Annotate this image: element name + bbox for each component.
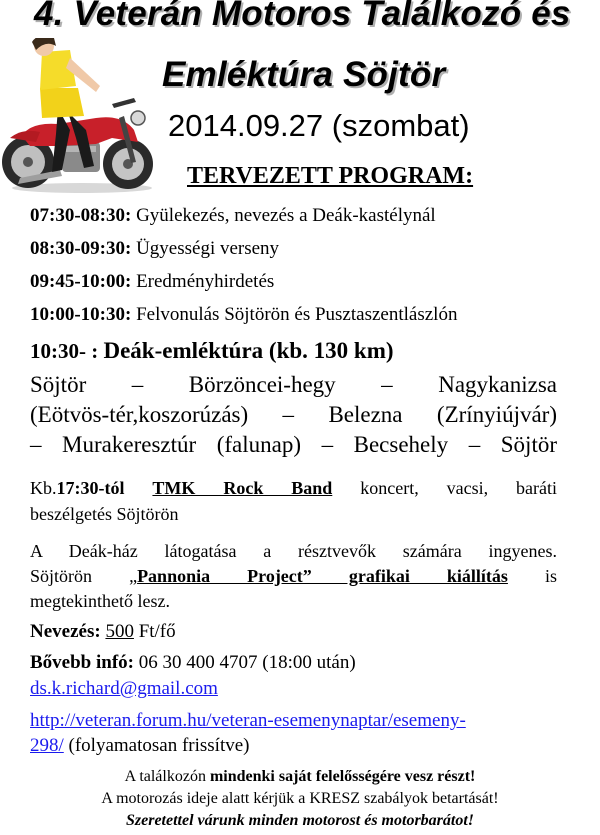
program-item (30, 238, 279, 260)
deak-house-line-2 (30, 566, 557, 587)
tour-item (30, 338, 394, 364)
concert-line-2: beszélgetés Söjtörön (30, 504, 179, 524)
concert-time: 17:30-tól (56, 478, 125, 498)
program-item (30, 271, 274, 293)
deak-house-line-1: A Deák-ház látogatása a résztvevők számára ingyenes. (30, 541, 557, 561)
program-text: Gyülekezés, nevezés a Deák-kastélynál (131, 205, 436, 226)
concert-line-1 (30, 478, 557, 499)
email-line (30, 678, 557, 700)
fee-unit: Ft/fő (133, 621, 176, 642)
forum-link[interactable]: http://veteran.forum.hu/veteran-esemenynaptar/esemeny- (30, 710, 466, 731)
program-time: 07:30-08:30: (30, 205, 132, 226)
tour-time: 10:30- : (30, 339, 99, 363)
fee-line (30, 621, 557, 643)
program-heading: TERVEZETT PROGRAM: (187, 163, 474, 189)
fee-amount: 500 (105, 621, 134, 642)
email-link[interactable]: ds.k.richard@gmail.com (30, 678, 218, 699)
program-item (30, 205, 436, 227)
program-time: 10:00-10:30: (30, 304, 132, 325)
footer-line-3: Szeretettel várunk minden motorost és motorbarátot! (125, 812, 475, 829)
title-line-1: 4. Veterán Motoros Találkozó és (34, 0, 571, 33)
program-time: 08:30-09:30: (30, 238, 132, 259)
route-line-2: (Eötvös-tér,koszorúzás) – Belezna (Zrínyiújvár) (30, 402, 557, 427)
program-time: 09:45-10:00: (30, 271, 132, 292)
info-phone: 06 30 400 4707 (18:00 után) (134, 652, 356, 673)
deak-house-prefix: Söjtörön „ (30, 566, 138, 586)
band-name: TMK Rock Band (152, 478, 333, 498)
program-text: Ügyességi verseny (131, 238, 280, 259)
forum-link-cont[interactable]: 298/ (30, 735, 64, 756)
url-line-1 (30, 710, 557, 732)
footer-emphasis: mindenki saját felelősségére vesz részt (209, 768, 471, 785)
route-line-3: – Murakeresztúr (falunap) – Becsehely – Söjtör (30, 432, 557, 457)
footer-excl: ! (470, 768, 476, 785)
deak-house-line-3: megtekinthető lesz. (30, 591, 170, 611)
footer-text: A találkozón (124, 768, 210, 785)
url-note: (folyamatosan frissítve) (63, 735, 250, 756)
motorcycle-illustration (0, 38, 160, 196)
deak-house-suffix: is (507, 566, 557, 586)
exhibit-name: Pannonia Project” grafikai kiállítás (137, 566, 508, 586)
program-item (30, 304, 457, 326)
title-line-2: Emléktúra Söjtör (162, 55, 446, 94)
info-line (30, 652, 557, 674)
url-line-2 (30, 735, 557, 757)
info-label: Bővebb infó: (30, 652, 134, 673)
footer-line-1 (0, 768, 600, 786)
event-date: 2014.09.27 (szombat) (168, 108, 470, 143)
footer-line-2: A motorozás ideje alatt kérjük a KRESZ szabályok betartását! (101, 790, 499, 807)
concert-rest: koncert, vacsi, baráti (332, 478, 558, 498)
tour-name: Deák-emléktúra (kb. 130 km) (103, 338, 394, 363)
route-line-1: Söjtör – Börzöncei-hegy – Nagykanizsa (30, 372, 557, 397)
fee-label: Nevezés: (30, 621, 101, 642)
concert-prefix: Kb. (30, 478, 57, 498)
program-text: Eredményhirdetés (131, 271, 275, 292)
program-text: Felvonulás Söjtörön és Pusztaszentlászlón (131, 304, 458, 325)
